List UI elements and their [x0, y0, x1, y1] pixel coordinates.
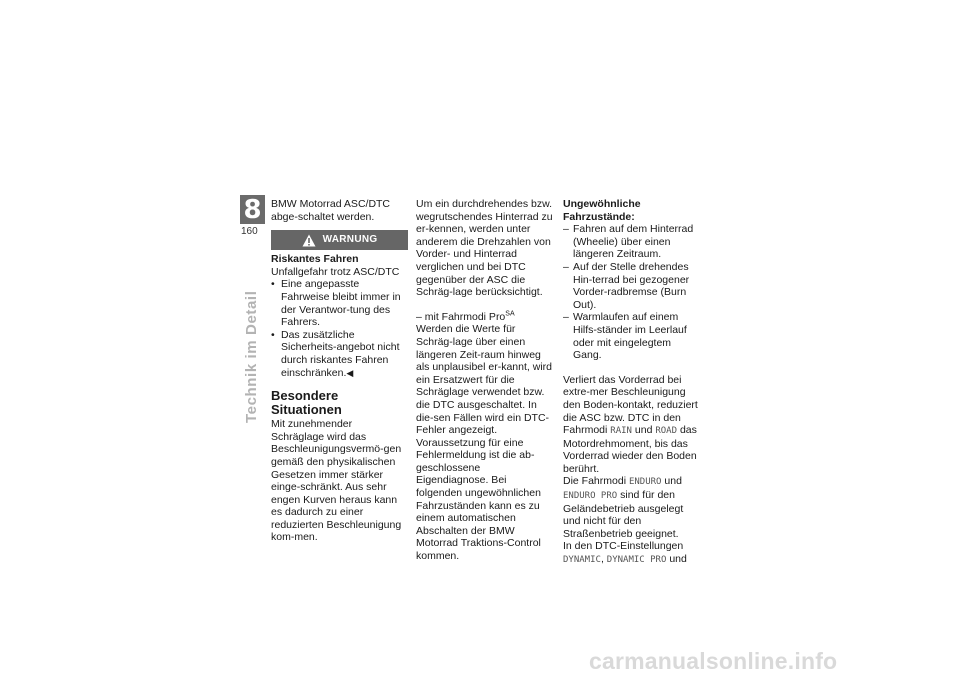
- list-item: – Auf der Stelle drehendes Hin-terrad bei gezogener Vorder-radbremse (Burn Out).: [563, 261, 700, 311]
- list-item: • Eine angepasste Fahrweise bleibt immer in der Verantwor-tung des Fahrers.: [271, 278, 408, 328]
- mode-name: ROAD: [655, 426, 678, 437]
- mode-name: DYNAMIC: [563, 555, 601, 566]
- warning-label: WARNUNG: [322, 233, 378, 245]
- column-3: [563, 198, 700, 567]
- list-item: – Fahren auf dem Hinterrad (Wheelie) über einen längeren Zeitraum.: [563, 223, 700, 261]
- end-mark-icon: ◀: [346, 367, 354, 378]
- warning-bullets: [271, 278, 408, 379]
- paragraph: Werden die Werte für Schräg-lage über einen längeren Zeit-raum hinweg als unplausibel er-kannt, wird ein Ersatzwert für die Schräglage verwendet bzw. die DTC ausgeschaltet. In die-sen Fällen wird ein DTC-Fehler angezeigt. Voraussetzung für eine Fehlermeldung ist die ab-geschlossene Eigendiagnose. Bei folgenden ungewöhnlichen Fahrzuständen kann es zu einem automatischen Abschalten der BMW Motorrad Traktions-Control kommen.: [416, 323, 552, 563]
- warning-banner: [271, 230, 408, 250]
- paragraph: In den DTC-Einstellungen DYNAMIC, DYNAMIC PRO und: [563, 540, 687, 566]
- watermark: carmanualsonline.info: [589, 648, 838, 674]
- mode-name: DYNAMIC PRO: [606, 555, 667, 566]
- sa-line: – mit Fahrmodi Pro$^{SA}$: [416, 310, 515, 323]
- paragraph: Die Fahrmodi ENDURO und ENDURO PRO sind für den Geländebetrieb ausgelegt und nicht für den Straßenbetrieb geeignet.: [563, 475, 684, 540]
- page-number: 160: [241, 226, 258, 237]
- sa-superscript: SA: [505, 310, 515, 318]
- paragraph: Verliert das Vorderrad bei extre-mer Beschleunigung den Boden-kontakt, reduziert die ASC bzw. DTC in den Fahrmodi RAIN und ROAD das Motordrehmoment, bis das Vorderrad wieder den Boden berührt.: [563, 373, 698, 475]
- warning-subtitle: Unfallgefahr trotz ASC/DTC: [271, 265, 400, 278]
- chapter-title-vertical: Technik im Detail: [243, 290, 260, 423]
- list-item: • Das zusätzliche Sicherheits-angebot nicht durch riskantes Fahren einschränken.◀: [271, 329, 408, 379]
- column-1: [271, 198, 408, 544]
- dash-list: [563, 223, 700, 362]
- column-2: [416, 198, 553, 563]
- section-body: Mit zunehmender Schräglage wird das Beschleunigungsvermö-gen gemäß den physikalischen Gesetzen immer stärker einge-schränkt. Aus sehr engen Kurven heraus kann es dadurch zu einer reduzierten Beschleunigung kom-men.: [271, 418, 402, 544]
- warning-title: Riskantes Fahren: [271, 253, 359, 266]
- section-heading: Ungewöhnliche Fahrzustände:: [563, 198, 641, 223]
- list-item: – Warmlaufen auf einem Hilfs-ständer im Leerlauf oder mit eingelegtem Gang.: [563, 311, 700, 361]
- mode-name: ENDURO PRO: [563, 491, 618, 502]
- section-heading: Besondere Situationen: [271, 388, 342, 418]
- intro-text: BMW Motorrad ASC/DTC abge-schaltet werden.: [271, 198, 391, 223]
- chapter-number-badge: 8: [240, 195, 265, 224]
- mode-name: ENDURO: [628, 477, 662, 488]
- mode-name: RAIN: [610, 426, 632, 437]
- warning-triangle-icon: [302, 234, 316, 247]
- paragraph: Um ein durchdrehendes bzw. wegrutschendes Hinterrad zu er-kennen, werden unter anderem die Drehzahlen von Vorder- und Hinterrad verglichen und bei DTC gegenüber der ASC die Schräg-lage berücksichtigt.: [416, 198, 553, 299]
